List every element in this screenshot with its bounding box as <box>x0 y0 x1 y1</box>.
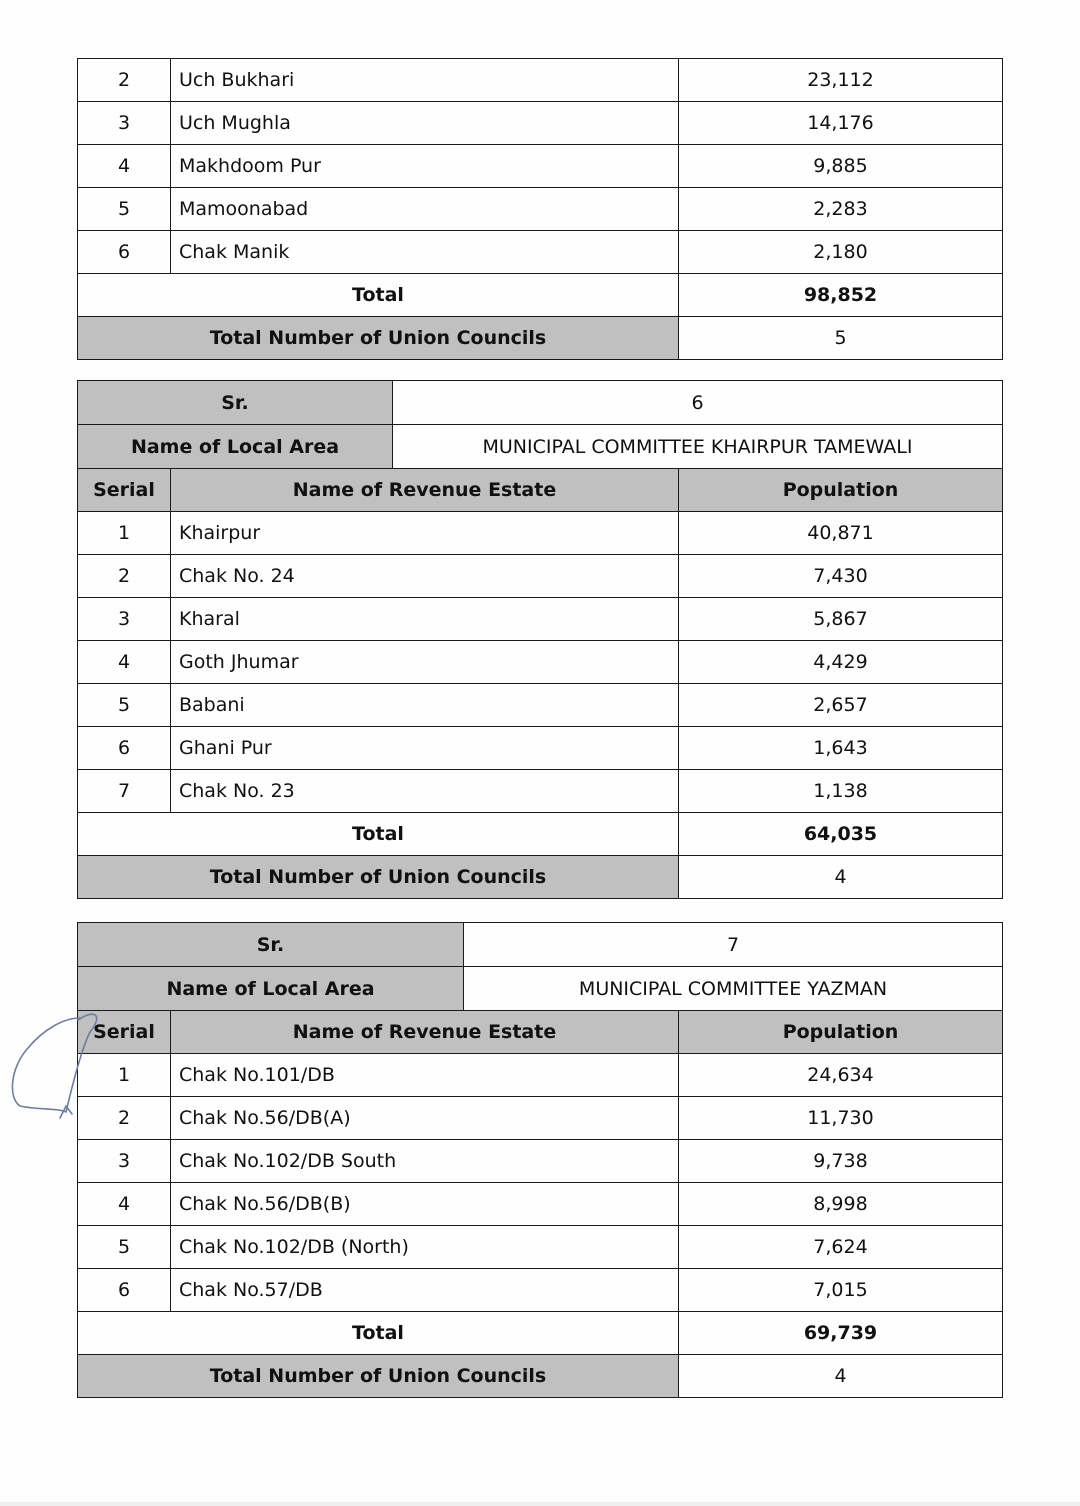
serial-cell: 3 <box>78 598 171 641</box>
estate-row <box>78 1140 1003 1183</box>
estate-row <box>78 1226 1003 1269</box>
estate-header: Name of Revenue Estate <box>171 469 679 512</box>
serial-cell: 3 <box>78 102 171 145</box>
population-cell: 1,138 <box>679 770 1003 813</box>
total-value: 64,035 <box>679 813 1003 856</box>
union-councils-row <box>78 317 1003 360</box>
serial-cell: 4 <box>78 1183 171 1226</box>
estate-name-cell: Kharal <box>171 598 679 641</box>
section-6-estate-table <box>77 468 1003 899</box>
local-area-value: MUNICIPAL COMMITTEE KHAIRPUR TAMEWALI <box>393 425 1003 469</box>
estate-name-cell: Chak Manik <box>171 231 679 274</box>
section-7-estate-table <box>77 1010 1003 1398</box>
serial-cell: 5 <box>78 188 171 231</box>
serial-cell: 6 <box>78 1269 171 1312</box>
column-header-row <box>78 469 1003 512</box>
sr-label: Sr. <box>78 381 393 425</box>
population-cell: 9,885 <box>679 145 1003 188</box>
serial-cell: 1 <box>78 1054 171 1097</box>
population-cell: 5,867 <box>679 598 1003 641</box>
local-area-value: MUNICIPAL COMMITTEE YAZMAN <box>464 967 1003 1011</box>
population-cell: 2,180 <box>679 231 1003 274</box>
population-cell: 2,283 <box>679 188 1003 231</box>
serial-cell: 2 <box>78 1097 171 1140</box>
estate-row <box>78 1269 1003 1312</box>
total-row <box>78 813 1003 856</box>
estate-rows <box>78 512 1003 813</box>
estate-name-cell: Makhdoom Pur <box>171 145 679 188</box>
serial-cell: 5 <box>78 684 171 727</box>
serial-cell: 3 <box>78 1140 171 1183</box>
estate-name-cell: Chak No. 24 <box>171 555 679 598</box>
local-area-label: Name of Local Area <box>78 967 464 1011</box>
estate-row <box>78 188 1003 231</box>
estate-name-cell: Mamoonabad <box>171 188 679 231</box>
estate-header: Name of Revenue Estate <box>171 1011 679 1054</box>
section-7-header-table <box>77 922 1003 1011</box>
estate-name-cell: Chak No.56/DB(B) <box>171 1183 679 1226</box>
continued-estate-table <box>77 58 1003 360</box>
estate-rows <box>78 59 1003 274</box>
local-area-row <box>78 425 1003 469</box>
population-cell: 7,624 <box>679 1226 1003 1269</box>
population-cell: 2,657 <box>679 684 1003 727</box>
estate-row <box>78 1097 1003 1140</box>
total-label: Total <box>78 274 679 317</box>
estate-name-cell: Babani <box>171 684 679 727</box>
estate-name-cell: Chak No.101/DB <box>171 1054 679 1097</box>
serial-cell: 6 <box>78 231 171 274</box>
total-row <box>78 1312 1003 1355</box>
population-cell: 23,112 <box>679 59 1003 102</box>
population-cell: 1,643 <box>679 727 1003 770</box>
estate-row <box>78 770 1003 813</box>
serial-cell: 2 <box>78 59 171 102</box>
estate-name-cell: Chak No. 23 <box>171 770 679 813</box>
serial-cell: 5 <box>78 1226 171 1269</box>
union-councils-value: 4 <box>679 1355 1003 1398</box>
total-label: Total <box>78 1312 679 1355</box>
population-cell: 4,429 <box>679 641 1003 684</box>
serial-cell: 1 <box>78 512 171 555</box>
union-councils-value: 5 <box>679 317 1003 360</box>
estate-name-cell: Chak No.56/DB(A) <box>171 1097 679 1140</box>
estate-row <box>78 102 1003 145</box>
estate-row <box>78 512 1003 555</box>
population-header: Population <box>679 469 1003 512</box>
estate-row <box>78 598 1003 641</box>
sr-value: 7 <box>464 923 1003 967</box>
estate-row <box>78 684 1003 727</box>
local-area-label: Name of Local Area <box>78 425 393 469</box>
population-cell: 9,738 <box>679 1140 1003 1183</box>
estate-row <box>78 59 1003 102</box>
estate-row <box>78 641 1003 684</box>
sr-row <box>78 923 1003 967</box>
page-bottom-edge <box>0 1502 1080 1506</box>
sr-value: 6 <box>393 381 1003 425</box>
estate-row <box>78 145 1003 188</box>
union-councils-row <box>78 1355 1003 1398</box>
population-cell: 14,176 <box>679 102 1003 145</box>
estate-name-cell: Chak No.57/DB <box>171 1269 679 1312</box>
estate-rows <box>78 1054 1003 1312</box>
population-cell: 24,634 <box>679 1054 1003 1097</box>
serial-cell: 6 <box>78 727 171 770</box>
estate-row <box>78 231 1003 274</box>
estate-name-cell: Uch Mughla <box>171 102 679 145</box>
serial-header: Serial <box>78 1011 171 1054</box>
serial-cell: 4 <box>78 145 171 188</box>
estate-row <box>78 1183 1003 1226</box>
sr-row <box>78 381 1003 425</box>
union-councils-label: Total Number of Union Councils <box>78 856 679 899</box>
union-councils-label: Total Number of Union Councils <box>78 1355 679 1398</box>
serial-header: Serial <box>78 469 171 512</box>
estate-name-cell: Chak No.102/DB South <box>171 1140 679 1183</box>
estate-name-cell: Goth Jhumar <box>171 641 679 684</box>
total-value: 98,852 <box>679 274 1003 317</box>
estate-name-cell: Uch Bukhari <box>171 59 679 102</box>
estate-name-cell: Khairpur <box>171 512 679 555</box>
total-row <box>78 274 1003 317</box>
serial-cell: 2 <box>78 555 171 598</box>
union-councils-row <box>78 856 1003 899</box>
population-cell: 11,730 <box>679 1097 1003 1140</box>
population-cell: 40,871 <box>679 512 1003 555</box>
population-cell: 7,015 <box>679 1269 1003 1312</box>
total-label: Total <box>78 813 679 856</box>
population-header: Population <box>679 1011 1003 1054</box>
serial-cell: 7 <box>78 770 171 813</box>
local-area-row <box>78 967 1003 1011</box>
estate-name-cell: Ghani Pur <box>171 727 679 770</box>
sr-label: Sr. <box>78 923 464 967</box>
estate-row <box>78 555 1003 598</box>
estate-row <box>78 727 1003 770</box>
section-6-header-table <box>77 380 1003 469</box>
total-value: 69,739 <box>679 1312 1003 1355</box>
estate-name-cell: Chak No.102/DB (North) <box>171 1226 679 1269</box>
population-cell: 8,998 <box>679 1183 1003 1226</box>
estate-row <box>78 1054 1003 1097</box>
union-councils-label: Total Number of Union Councils <box>78 317 679 360</box>
column-header-row <box>78 1011 1003 1054</box>
population-cell: 7,430 <box>679 555 1003 598</box>
serial-cell: 4 <box>78 641 171 684</box>
union-councils-value: 4 <box>679 856 1003 899</box>
